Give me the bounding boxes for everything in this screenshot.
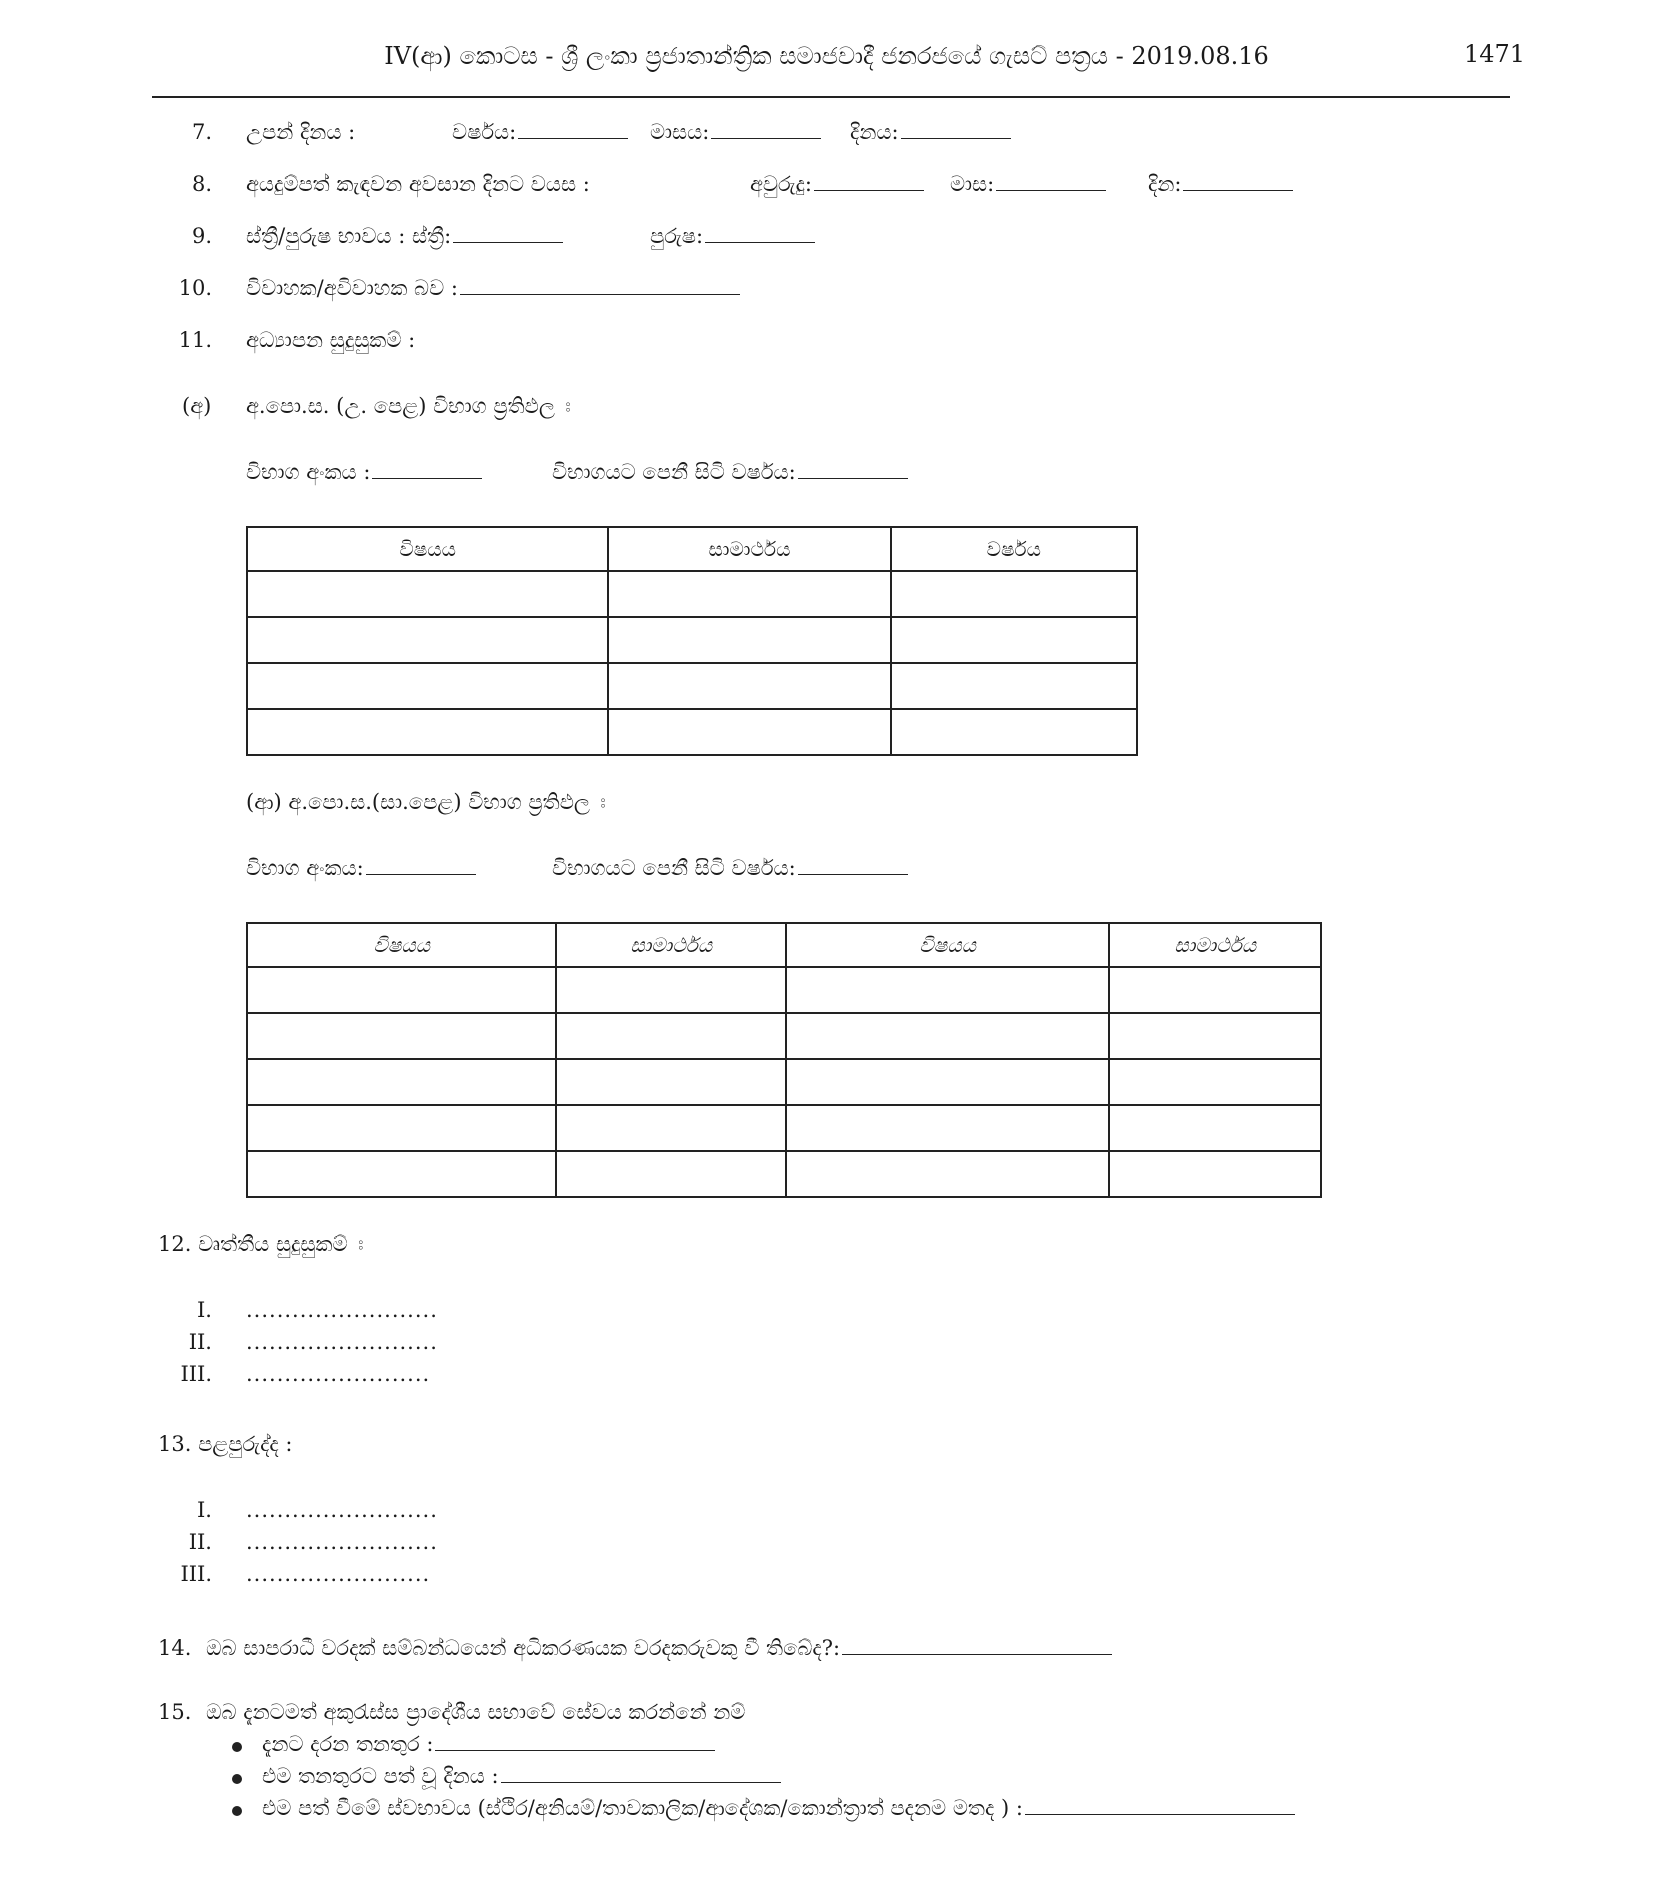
table-cell[interactable]: [1109, 1105, 1321, 1151]
table-cell[interactable]: [891, 617, 1137, 663]
item-number: 7.: [191, 120, 212, 144]
index-label: විභාග අංකය :: [246, 460, 371, 484]
appointment-date-field[interactable]: [262, 1764, 781, 1789]
item-number: 8.: [191, 172, 212, 196]
table-cell[interactable]: [1109, 1059, 1321, 1105]
ol-year-field[interactable]: [552, 856, 908, 881]
header-divider: [152, 96, 1510, 98]
gender-female-label: ස්ත්‍රී/පුරුෂ භාවය : ස්ත්‍රී:: [246, 224, 452, 248]
years-field[interactable]: [750, 172, 924, 197]
dotted-blank[interactable]: .........................: [246, 1330, 438, 1354]
dotted-blank[interactable]: ........................: [246, 1362, 431, 1386]
table-cell[interactable]: [786, 1013, 1109, 1059]
item-number: 14.: [158, 1636, 192, 1660]
male-field[interactable]: [650, 224, 815, 249]
item-number: 11.: [178, 328, 212, 352]
year-field[interactable]: [452, 120, 628, 145]
table-header-row: [247, 527, 1137, 571]
gazette-header-title: IV(ආ) කොටස - ශ්‍රී ලංකා ප්‍රජාතාන්ත්‍රික සමාජවාදී ජනරජයේ ගැසට් පත්‍රය - 2019.08.16: [384, 42, 1269, 70]
table-cell[interactable]: [1109, 967, 1321, 1013]
days-field[interactable]: [1148, 172, 1293, 197]
months-label: මාස:: [950, 172, 995, 196]
table-cell[interactable]: [608, 663, 890, 709]
table-cell[interactable]: [247, 1151, 556, 1197]
table-cell[interactable]: [786, 1105, 1109, 1151]
table-cell[interactable]: [247, 617, 608, 663]
dotted-blank[interactable]: .........................: [246, 1498, 438, 1522]
bullet-icon: [232, 1806, 242, 1816]
appointment-date-label: එම තනතුරට පත් වූ දිනය :: [262, 1764, 499, 1788]
table-cell[interactable]: [247, 663, 608, 709]
column-header: සාමාර්ථය: [608, 527, 890, 571]
table-cell[interactable]: [1109, 1013, 1321, 1059]
conviction-field[interactable]: [206, 1636, 1112, 1661]
column-header: විෂයය: [247, 527, 608, 571]
table-row: [247, 1013, 1321, 1059]
table-cell[interactable]: [786, 967, 1109, 1013]
month-label: මාසය:: [650, 120, 710, 144]
table-cell[interactable]: [247, 1105, 556, 1151]
dotted-blank[interactable]: .........................: [246, 1530, 438, 1554]
item-label: අයදුම්පත් කැඳවන අවසාන දිනට වයස :: [246, 172, 590, 196]
table-row: [247, 709, 1137, 755]
table-row: [247, 617, 1137, 663]
months-field[interactable]: [950, 172, 1106, 197]
current-post-field[interactable]: [262, 1732, 715, 1757]
item-label: ඔබ දැනටමත් අකුරැස්ස ප්‍රාදේශීය සභාවේ සේවය කරන්නේ නම්: [206, 1700, 746, 1724]
male-label: පුරුෂ:: [650, 224, 704, 248]
al-title: අ.පො.ස. (උ. පෙළ) විභාග ප්‍රතිඵල ඃ: [246, 394, 571, 418]
dotted-blank[interactable]: .........................: [246, 1298, 438, 1322]
days-label: දින:: [1148, 172, 1182, 196]
dotted-blank[interactable]: ........................: [246, 1562, 431, 1586]
roman-numeral: II.: [188, 1330, 212, 1354]
table-row: [247, 1151, 1321, 1197]
roman-numeral: I.: [197, 1298, 212, 1322]
table-row: [247, 571, 1137, 617]
years-label: අවුරුදු:: [750, 172, 812, 196]
table-cell[interactable]: [608, 571, 890, 617]
item-title: 13. පළපුරුද්ද :: [158, 1432, 293, 1456]
day-field[interactable]: [850, 120, 1011, 145]
day-label: දිනය:: [850, 120, 899, 144]
column-header: සාමාර්ථය: [556, 923, 786, 967]
table-cell[interactable]: [556, 1105, 786, 1151]
roman-numeral: III.: [180, 1362, 212, 1386]
table-cell[interactable]: [891, 663, 1137, 709]
roman-numeral: III.: [180, 1562, 212, 1586]
item-number: 15.: [158, 1700, 192, 1724]
item-number: 9.: [191, 224, 212, 248]
appointment-nature-label: එම පත් වීමේ ස්වභාවය (ස්ථිර/අනියම්/තාවකාලික/ආදේශක/කොන්ත්‍රාත් පදනම මතද ) :: [262, 1796, 1023, 1820]
table-cell[interactable]: [556, 1151, 786, 1197]
table-row: [247, 967, 1321, 1013]
table-cell[interactable]: [786, 1059, 1109, 1105]
table-cell[interactable]: [556, 1013, 786, 1059]
index-label: විභාග අංකය:: [246, 856, 364, 880]
roman-numeral: I.: [197, 1498, 212, 1522]
table-row: [247, 1105, 1321, 1151]
item-number: 10.: [178, 276, 212, 300]
table-cell[interactable]: [891, 709, 1137, 755]
al-index-field[interactable]: [246, 460, 482, 485]
column-header: සාමාර්ථය: [1109, 923, 1321, 967]
bullet-icon: [232, 1742, 242, 1752]
table-cell[interactable]: [247, 967, 556, 1013]
table-row: [247, 1059, 1321, 1105]
table-header-row: [247, 923, 1321, 967]
table-cell[interactable]: [556, 967, 786, 1013]
roman-numeral: II.: [188, 1530, 212, 1554]
month-field[interactable]: [650, 120, 821, 145]
section-marker: (අ): [182, 394, 212, 418]
column-header: විෂයය: [786, 923, 1109, 967]
ol-title: (ආ) අ.පො.ස.(සා.පෙළ) විභාග ප්‍රතිඵල ඃ: [246, 790, 606, 814]
table-cell[interactable]: [247, 709, 608, 755]
al-year-field[interactable]: [552, 460, 908, 485]
bullet-icon: [232, 1774, 242, 1784]
marital-label: විවාහක/අවිවාහක බව :: [246, 276, 458, 300]
table-cell[interactable]: [608, 617, 890, 663]
year-label: විභාගයට පෙනී සිටි වර්ෂය:: [552, 856, 796, 880]
table-cell[interactable]: [608, 709, 890, 755]
item-title: 12. වෘත්තීය සුදුසුකම් ඃ: [158, 1232, 364, 1256]
table-cell[interactable]: [556, 1059, 786, 1105]
column-header: විෂයය: [247, 923, 556, 967]
year-label: විභාගයට පෙනී සිටි වර්ෂය:: [552, 460, 796, 484]
page-number: 1471: [1464, 40, 1526, 68]
column-header: වර්ෂය: [891, 527, 1137, 571]
table-cell[interactable]: [247, 1059, 556, 1105]
ol-results-table: [246, 922, 1322, 1198]
table-cell[interactable]: [247, 1013, 556, 1059]
item-label: අධ්‍යාපන සුදුසුකම් :: [246, 328, 416, 352]
table-cell[interactable]: [786, 1151, 1109, 1197]
table-cell[interactable]: [247, 571, 608, 617]
appointment-nature-field[interactable]: [262, 1796, 1295, 1821]
year-label: වර්ෂය:: [452, 120, 517, 144]
item-label: උපන් දිනය :: [246, 120, 356, 144]
conviction-label: ඔබ සාපරාධී වරදක් සම්බන්ධයෙන් අධිකරණයක වරදකරුවකු වී තිබේද?:: [206, 1636, 841, 1660]
current-post-label: දැනට දරන තනතුර :: [262, 1732, 434, 1756]
table-row: [247, 663, 1137, 709]
al-results-table: [246, 526, 1138, 756]
marital-field[interactable]: [246, 276, 740, 301]
table-cell[interactable]: [891, 571, 1137, 617]
table-cell[interactable]: [1109, 1151, 1321, 1197]
female-field[interactable]: [246, 224, 563, 249]
ol-index-field[interactable]: [246, 856, 476, 881]
